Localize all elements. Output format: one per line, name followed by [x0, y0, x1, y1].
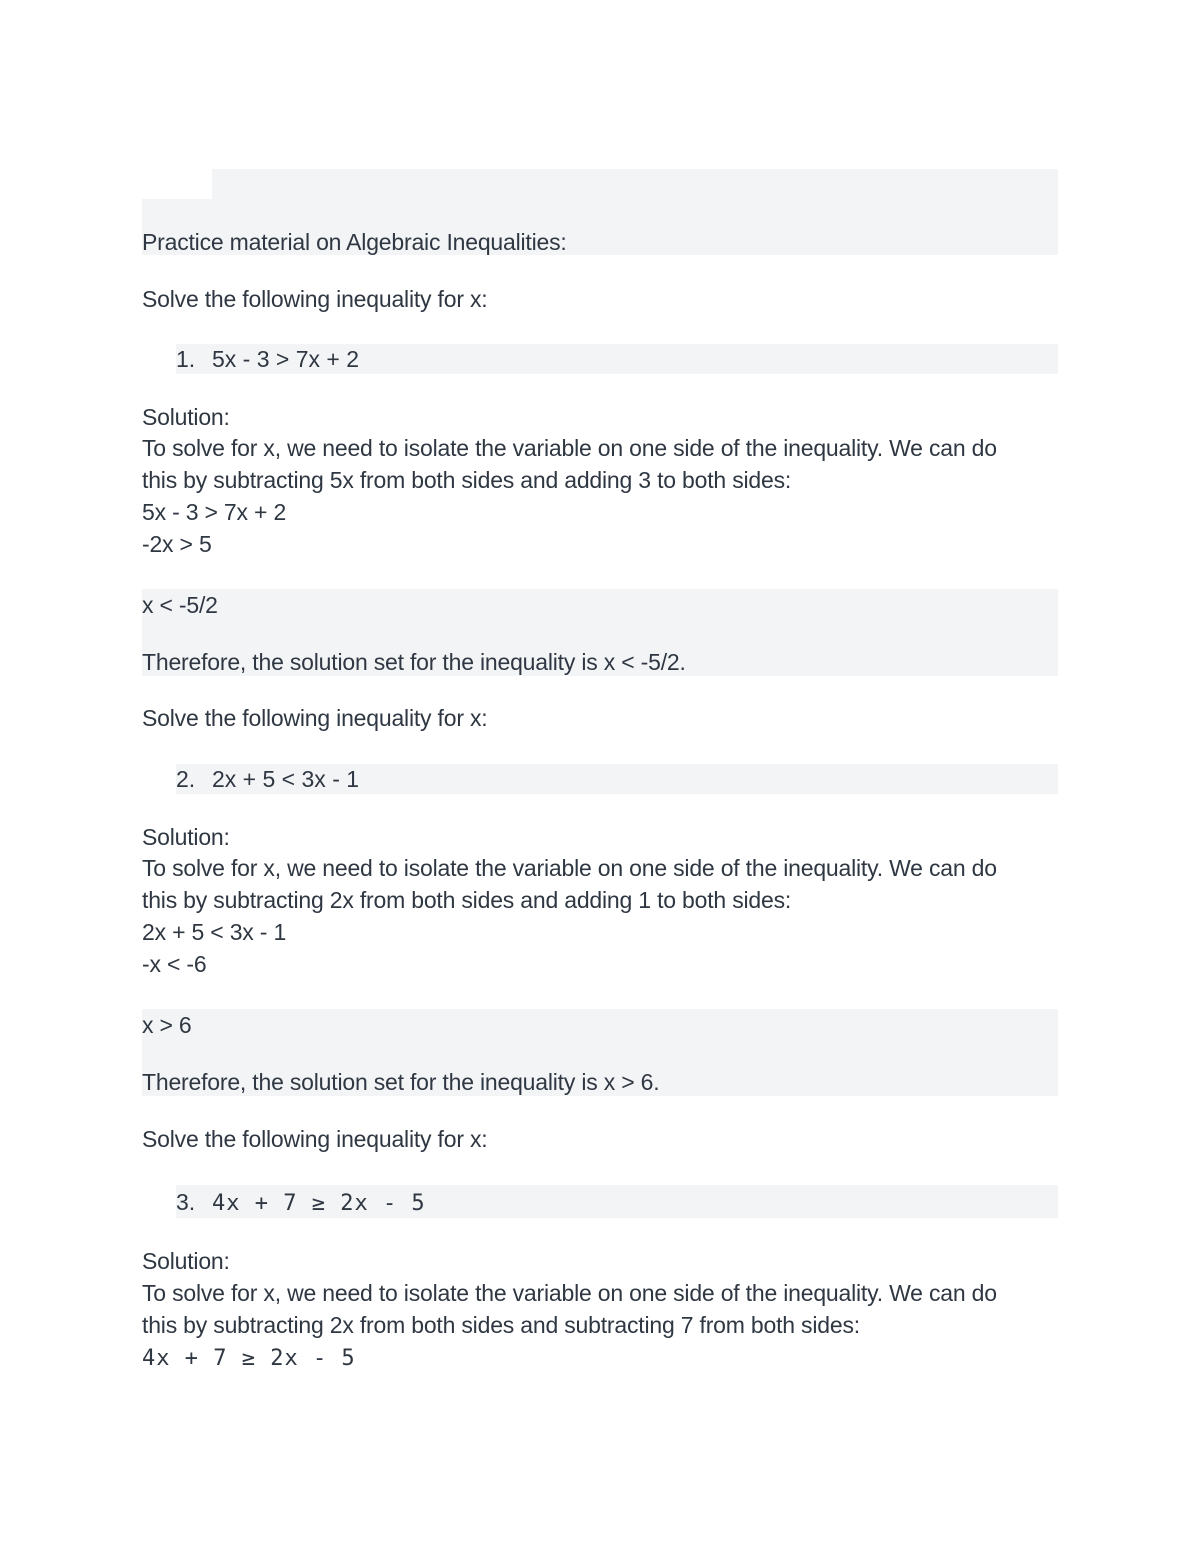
problem-1-step1: 5x - 3 > 7x + 2 [142, 499, 287, 525]
problem-2-prompt: Solve the following inequality for x: [142, 705, 488, 731]
problem-1-prompt: Solve the following inequality for x: [142, 286, 488, 312]
problem-1-step2: -2x > 5 [142, 531, 212, 557]
problem-1-number: 1. [176, 346, 196, 372]
problem-3-inequality: 4x + 7 ≥ 2x - 5 [212, 1191, 426, 1216]
document-title: Practice material on Algebraic Inequalities: [142, 229, 567, 255]
problem-1-item [176, 343, 359, 375]
problem-2-explanation-line2: this by subtracting 2x from both sides and adding 1 to both sides: [142, 887, 792, 913]
problem-1-explanation-line1: To solve for x, we need to isolate the variable on one side of the inequality. We can do [142, 435, 997, 461]
problem-1-inequality: 5x - 3 > 7x + 2 [212, 346, 360, 372]
problem-2-solution-label: Solution: [142, 824, 230, 850]
problem-2-inequality: 2x + 5 < 3x - 1 [212, 766, 360, 792]
problem-3-step1: 4x + 7 ≥ 2x - 5 [142, 1346, 356, 1371]
problem-3-prompt: Solve the following inequality for x: [142, 1126, 488, 1152]
problem-2-conclusion: Therefore, the solution set for the inequality is x > 6. [142, 1069, 660, 1095]
problem-1-solution-label: Solution: [142, 404, 230, 430]
problem-2-result: x > 6 [142, 1012, 192, 1038]
problem-3-solution-label: Solution: [142, 1248, 230, 1274]
problem-1-conclusion: Therefore, the solution set for the inequality is x < -5/2. [142, 649, 686, 675]
problem-3-explanation-line2: this by subtracting 2x from both sides and subtracting 7 from both sides: [142, 1312, 860, 1338]
problem-3-item [176, 1186, 426, 1220]
problem-3-number: 3. [176, 1189, 196, 1215]
problem-2-step1: 2x + 5 < 3x - 1 [142, 919, 287, 945]
problem-2-number: 2. [176, 766, 196, 792]
problem-2-item [176, 763, 359, 795]
problem-1-result: x < -5/2 [142, 592, 218, 618]
problem-2-step2: -x < -6 [142, 951, 207, 977]
problem-3-explanation-line1: To solve for x, we need to isolate the variable on one side of the inequality. We can do [142, 1280, 997, 1306]
problem-2-explanation-line1: To solve for x, we need to isolate the variable on one side of the inequality. We can do [142, 855, 997, 881]
title-highlight [212, 169, 1058, 199]
problem-1-explanation-line2: this by subtracting 5x from both sides and adding 3 to both sides: [142, 467, 792, 493]
